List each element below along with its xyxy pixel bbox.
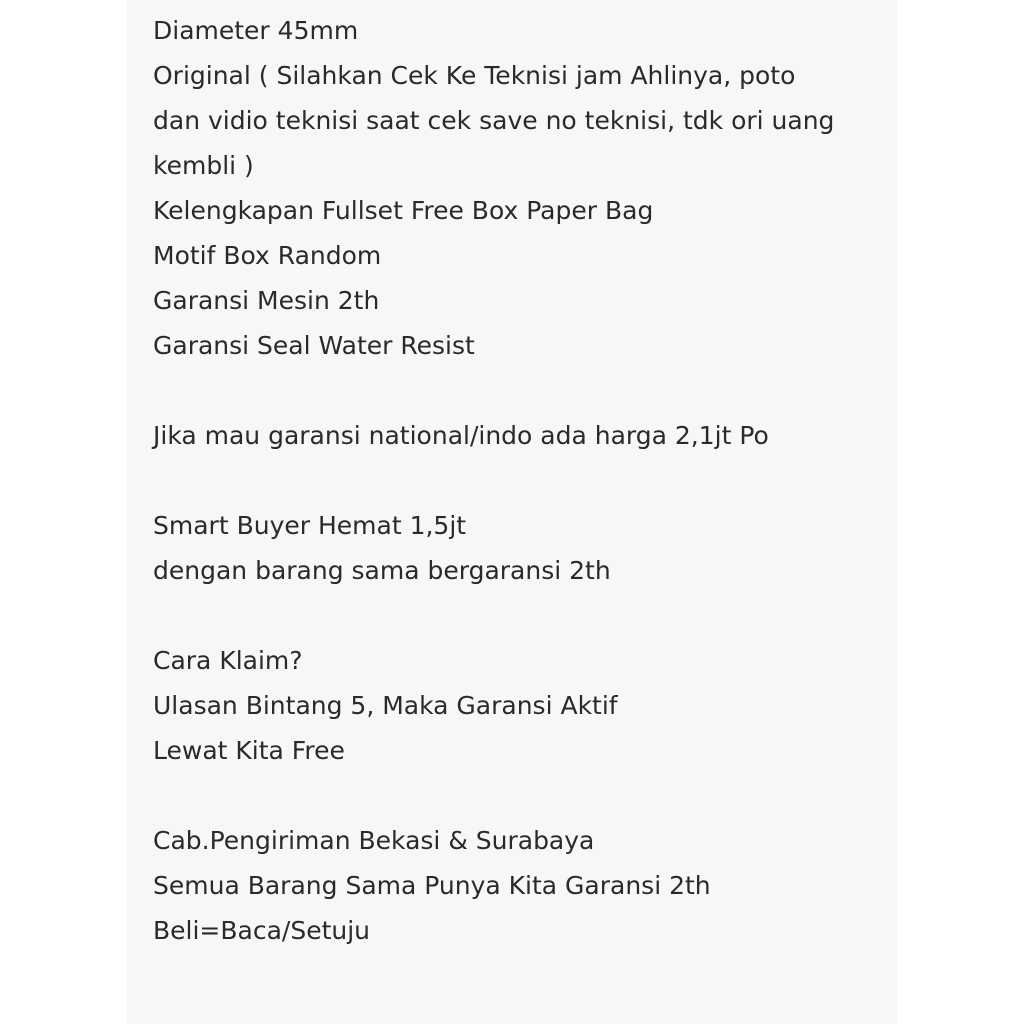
text-line-ulasan: Ulasan Bintang 5, Maka Garansi Aktif: [153, 691, 618, 720]
text-line-lewat: Lewat Kita Free: [153, 736, 345, 765]
blank-line: [153, 458, 883, 503]
text-line-kelengkapan: Kelengkapan Fullset Free Box Paper Bag: [153, 196, 654, 225]
text-line-original: Original ( Silahkan Cek Ke Teknisi jam Ahlinya, poto: [153, 61, 796, 90]
text-line-garansi-mesin: Garansi Mesin 2th: [153, 286, 380, 315]
text-line-semua-barang: Semua Barang Sama Punya Kita Garansi 2th: [153, 871, 711, 900]
blank-line: [153, 368, 883, 413]
text-line-cab-pengiriman: Cab.Pengiriman Bekasi & Surabaya: [153, 826, 595, 855]
text-line-cara-klaim: Cara Klaim?: [153, 646, 303, 675]
text-line-garansi-national: Jika mau garansi national/indo ada harga 2,1jt Po: [153, 421, 769, 450]
text-line-diameter: Diameter 45mm: [153, 16, 359, 45]
document-page: [127, 0, 897, 1024]
text-line-smart-buyer: Smart Buyer Hemat 1,5jt: [153, 511, 467, 540]
product-description: [153, 8, 883, 953]
blank-line: [153, 773, 883, 818]
text-line-barang-sama: dengan barang sama bergaransi 2th: [153, 556, 611, 585]
blank-line: [153, 593, 883, 638]
text-line-beli: Beli=Baca/Setuju: [153, 916, 371, 945]
text-line-motif: Motif Box Random: [153, 241, 382, 270]
text-line-garansi-seal: Garansi Seal Water Resist: [153, 331, 475, 360]
text-line-original-end: kembli ): [153, 151, 254, 180]
text-line-original-cont: dan vidio teknisi saat cek save no teknisi, tdk ori uang: [153, 106, 835, 135]
